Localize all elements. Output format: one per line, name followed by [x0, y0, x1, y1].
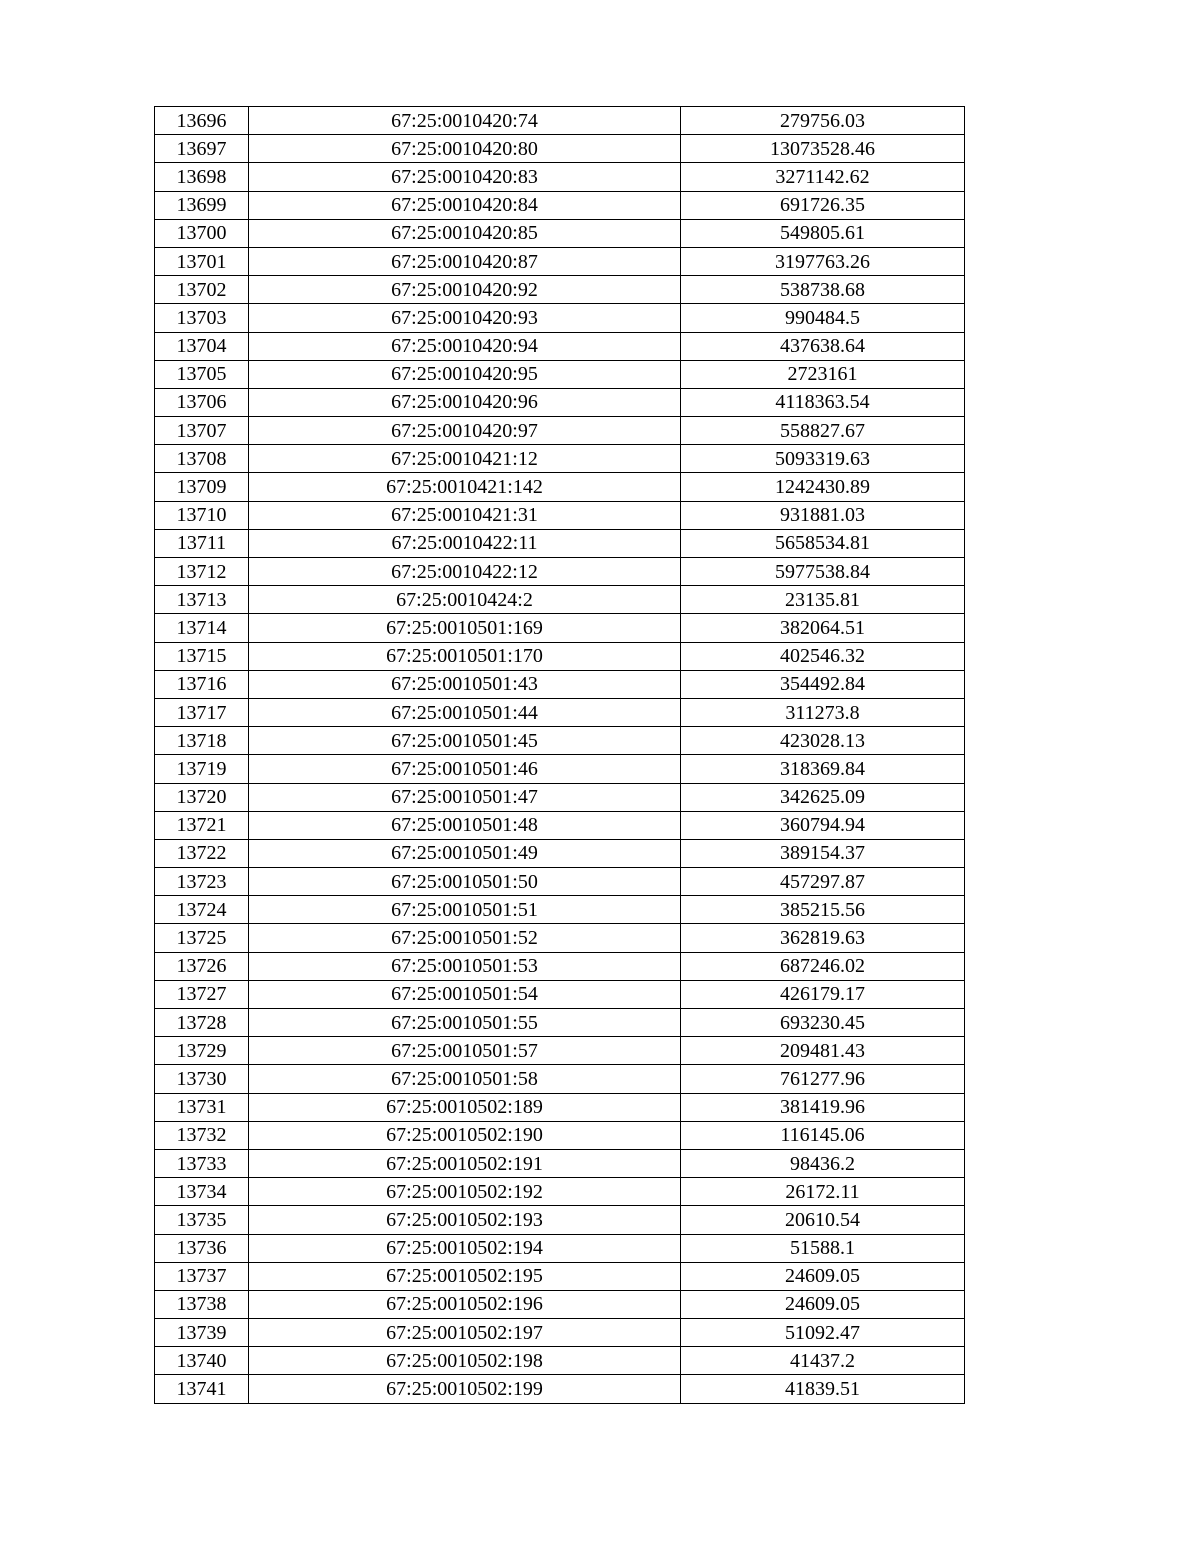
table-row — [155, 1262, 965, 1290]
cadastral-value-cell: 381419.96 — [681, 1093, 965, 1121]
cadastral-value-cell: 437638.64 — [681, 332, 965, 360]
cadastral-value-cell: 311273.8 — [681, 698, 965, 726]
cadastral-value-cell: 318369.84 — [681, 755, 965, 783]
table-row — [155, 163, 965, 191]
cadastral-value-table — [154, 106, 965, 1404]
cadastral-number-cell: 67:25:0010502:197 — [249, 1319, 681, 1347]
table-row — [155, 107, 965, 135]
row-number-cell: 13720 — [155, 783, 249, 811]
cadastral-value-cell: 24609.05 — [681, 1262, 965, 1290]
row-number-cell: 13737 — [155, 1262, 249, 1290]
cadastral-number-cell: 67:25:0010501:58 — [249, 1065, 681, 1093]
table-row — [155, 219, 965, 247]
table-row — [155, 783, 965, 811]
table-row — [155, 1121, 965, 1149]
cadastral-number-cell: 67:25:0010501:169 — [249, 614, 681, 642]
table-row — [155, 952, 965, 980]
row-number-cell: 13713 — [155, 586, 249, 614]
table-row — [155, 1290, 965, 1318]
cadastral-number-cell: 67:25:0010420:96 — [249, 388, 681, 416]
row-number-cell: 13709 — [155, 473, 249, 501]
cadastral-number-cell: 67:25:0010420:87 — [249, 247, 681, 275]
cadastral-number-cell: 67:25:0010422:11 — [249, 529, 681, 557]
row-number-cell: 13708 — [155, 445, 249, 473]
table-row — [155, 1347, 965, 1375]
row-number-cell: 13706 — [155, 388, 249, 416]
cadastral-number-cell: 67:25:0010502:191 — [249, 1149, 681, 1177]
cadastral-number-cell: 67:25:0010420:95 — [249, 360, 681, 388]
row-number-cell: 13715 — [155, 642, 249, 670]
row-number-cell: 13725 — [155, 924, 249, 952]
cadastral-value-cell: 5977538.84 — [681, 558, 965, 586]
table-row — [155, 1037, 965, 1065]
cadastral-value-cell: 457297.87 — [681, 868, 965, 896]
cadastral-value-cell: 209481.43 — [681, 1037, 965, 1065]
table-row — [155, 388, 965, 416]
cadastral-number-cell: 67:25:0010501:55 — [249, 1009, 681, 1037]
cadastral-value-cell: 98436.2 — [681, 1149, 965, 1177]
cadastral-number-cell: 67:25:0010501:57 — [249, 1037, 681, 1065]
cadastral-value-cell: 5093319.63 — [681, 445, 965, 473]
cadastral-value-cell: 423028.13 — [681, 727, 965, 755]
row-number-cell: 13704 — [155, 332, 249, 360]
cadastral-number-cell: 67:25:0010502:198 — [249, 1347, 681, 1375]
row-number-cell: 13703 — [155, 304, 249, 332]
cadastral-number-cell: 67:25:0010420:80 — [249, 135, 681, 163]
cadastral-value-cell: 693230.45 — [681, 1009, 965, 1037]
cadastral-number-cell: 67:25:0010420:93 — [249, 304, 681, 332]
row-number-cell: 13705 — [155, 360, 249, 388]
row-number-cell: 13707 — [155, 417, 249, 445]
cadastral-value-cell: 20610.54 — [681, 1206, 965, 1234]
table-row — [155, 1234, 965, 1262]
table-row — [155, 304, 965, 332]
table-body — [155, 107, 965, 1404]
cadastral-value-cell: 389154.37 — [681, 839, 965, 867]
cadastral-number-cell: 67:25:0010501:170 — [249, 642, 681, 670]
cadastral-number-cell: 67:25:0010420:94 — [249, 332, 681, 360]
row-number-cell: 13721 — [155, 811, 249, 839]
row-number-cell: 13697 — [155, 135, 249, 163]
cadastral-number-cell: 67:25:0010501:54 — [249, 980, 681, 1008]
table-row — [155, 839, 965, 867]
row-number-cell: 13727 — [155, 980, 249, 1008]
cadastral-value-cell: 931881.03 — [681, 501, 965, 529]
table-row — [155, 868, 965, 896]
cadastral-value-cell: 362819.63 — [681, 924, 965, 952]
cadastral-value-cell: 2723161 — [681, 360, 965, 388]
cadastral-value-cell: 342625.09 — [681, 783, 965, 811]
row-number-cell: 13724 — [155, 896, 249, 924]
table-row — [155, 980, 965, 1008]
table-row — [155, 332, 965, 360]
cadastral-number-cell: 67:25:0010421:12 — [249, 445, 681, 473]
row-number-cell: 13701 — [155, 247, 249, 275]
cadastral-number-cell: 67:25:0010501:45 — [249, 727, 681, 755]
row-number-cell: 13716 — [155, 670, 249, 698]
cadastral-number-cell: 67:25:0010502:199 — [249, 1375, 681, 1403]
row-number-cell: 13699 — [155, 191, 249, 219]
row-number-cell: 13696 — [155, 107, 249, 135]
cadastral-number-cell: 67:25:0010502:189 — [249, 1093, 681, 1121]
row-number-cell: 13729 — [155, 1037, 249, 1065]
table-row — [155, 473, 965, 501]
cadastral-number-cell: 67:25:0010422:12 — [249, 558, 681, 586]
cadastral-value-cell: 761277.96 — [681, 1065, 965, 1093]
cadastral-value-cell: 549805.61 — [681, 219, 965, 247]
table-row — [155, 614, 965, 642]
row-number-cell: 13728 — [155, 1009, 249, 1037]
cadastral-value-cell: 687246.02 — [681, 952, 965, 980]
cadastral-value-cell: 382064.51 — [681, 614, 965, 642]
table-row — [155, 670, 965, 698]
cadastral-number-cell: 67:25:0010502:196 — [249, 1290, 681, 1318]
table-row — [155, 501, 965, 529]
cadastral-value-cell: 360794.94 — [681, 811, 965, 839]
table-row — [155, 698, 965, 726]
cadastral-value-cell: 26172.11 — [681, 1178, 965, 1206]
cadastral-number-cell: 67:25:0010424:2 — [249, 586, 681, 614]
table-row — [155, 445, 965, 473]
cadastral-value-cell: 385215.56 — [681, 896, 965, 924]
table-row — [155, 360, 965, 388]
table-row — [155, 1093, 965, 1121]
cadastral-number-cell: 67:25:0010420:84 — [249, 191, 681, 219]
table-row — [155, 642, 965, 670]
cadastral-value-cell: 4118363.54 — [681, 388, 965, 416]
cadastral-number-cell: 67:25:0010421:31 — [249, 501, 681, 529]
cadastral-number-cell: 67:25:0010501:43 — [249, 670, 681, 698]
table-row — [155, 811, 965, 839]
cadastral-number-cell: 67:25:0010501:52 — [249, 924, 681, 952]
row-number-cell: 13712 — [155, 558, 249, 586]
table-row — [155, 276, 965, 304]
cadastral-value-cell: 426179.17 — [681, 980, 965, 1008]
row-number-cell: 13732 — [155, 1121, 249, 1149]
cadastral-value-cell: 3197763.26 — [681, 247, 965, 275]
row-number-cell: 13733 — [155, 1149, 249, 1177]
table-row — [155, 727, 965, 755]
table-row — [155, 896, 965, 924]
row-number-cell: 13717 — [155, 698, 249, 726]
cadastral-number-cell: 67:25:0010420:85 — [249, 219, 681, 247]
row-number-cell: 13731 — [155, 1093, 249, 1121]
cadastral-number-cell: 67:25:0010501:46 — [249, 755, 681, 783]
row-number-cell: 13738 — [155, 1290, 249, 1318]
cadastral-number-cell: 67:25:0010502:194 — [249, 1234, 681, 1262]
table-row — [155, 417, 965, 445]
row-number-cell: 13739 — [155, 1319, 249, 1347]
cadastral-value-cell: 538738.68 — [681, 276, 965, 304]
table-row — [155, 924, 965, 952]
cadastral-number-cell: 67:25:0010502:193 — [249, 1206, 681, 1234]
cadastral-value-cell: 41437.2 — [681, 1347, 965, 1375]
table-row — [155, 191, 965, 219]
cadastral-number-cell: 67:25:0010420:92 — [249, 276, 681, 304]
row-number-cell: 13718 — [155, 727, 249, 755]
table-row — [155, 1206, 965, 1234]
cadastral-value-cell: 116145.06 — [681, 1121, 965, 1149]
cadastral-number-cell: 67:25:0010501:49 — [249, 839, 681, 867]
cadastral-value-cell: 402546.32 — [681, 642, 965, 670]
cadastral-number-cell: 67:25:0010501:53 — [249, 952, 681, 980]
table-row — [155, 247, 965, 275]
row-number-cell: 13719 — [155, 755, 249, 783]
cadastral-value-cell: 558827.67 — [681, 417, 965, 445]
cadastral-value-cell: 24609.05 — [681, 1290, 965, 1318]
cadastral-number-cell: 67:25:0010502:192 — [249, 1178, 681, 1206]
row-number-cell: 13702 — [155, 276, 249, 304]
cadastral-value-cell: 990484.5 — [681, 304, 965, 332]
row-number-cell: 13722 — [155, 839, 249, 867]
row-number-cell: 13700 — [155, 219, 249, 247]
table-row — [155, 586, 965, 614]
row-number-cell: 13740 — [155, 1347, 249, 1375]
table-row — [155, 1375, 965, 1403]
row-number-cell: 13730 — [155, 1065, 249, 1093]
row-number-cell: 13741 — [155, 1375, 249, 1403]
table-row — [155, 1009, 965, 1037]
row-number-cell: 13726 — [155, 952, 249, 980]
table-row — [155, 1149, 965, 1177]
cadastral-value-cell: 5658534.81 — [681, 529, 965, 557]
table-row — [155, 1319, 965, 1347]
cadastral-number-cell: 67:25:0010501:47 — [249, 783, 681, 811]
cadastral-value-cell: 691726.35 — [681, 191, 965, 219]
cadastral-value-cell: 51588.1 — [681, 1234, 965, 1262]
cadastral-number-cell: 67:25:0010420:83 — [249, 163, 681, 191]
table-row — [155, 135, 965, 163]
cadastral-value-cell: 1242430.89 — [681, 473, 965, 501]
cadastral-value-cell: 279756.03 — [681, 107, 965, 135]
row-number-cell: 13736 — [155, 1234, 249, 1262]
row-number-cell: 13735 — [155, 1206, 249, 1234]
cadastral-number-cell: 67:25:0010421:142 — [249, 473, 681, 501]
table-row — [155, 755, 965, 783]
cadastral-number-cell: 67:25:0010501:48 — [249, 811, 681, 839]
cadastral-value-cell: 3271142.62 — [681, 163, 965, 191]
cadastral-number-cell: 67:25:0010502:190 — [249, 1121, 681, 1149]
cadastral-number-cell: 67:25:0010501:44 — [249, 698, 681, 726]
table-row — [155, 1178, 965, 1206]
cadastral-value-cell: 51092.47 — [681, 1319, 965, 1347]
row-number-cell: 13710 — [155, 501, 249, 529]
cadastral-number-cell: 67:25:0010420:97 — [249, 417, 681, 445]
table-row — [155, 529, 965, 557]
row-number-cell: 13714 — [155, 614, 249, 642]
cadastral-number-cell: 67:25:0010420:74 — [249, 107, 681, 135]
cadastral-number-cell: 67:25:0010501:50 — [249, 868, 681, 896]
cadastral-value-cell: 13073528.46 — [681, 135, 965, 163]
cadastral-value-cell: 23135.81 — [681, 586, 965, 614]
row-number-cell: 13723 — [155, 868, 249, 896]
table-row — [155, 1065, 965, 1093]
cadastral-value-cell: 354492.84 — [681, 670, 965, 698]
cadastral-number-cell: 67:25:0010501:51 — [249, 896, 681, 924]
cadastral-value-cell: 41839.51 — [681, 1375, 965, 1403]
row-number-cell: 13698 — [155, 163, 249, 191]
row-number-cell: 13734 — [155, 1178, 249, 1206]
cadastral-number-cell: 67:25:0010502:195 — [249, 1262, 681, 1290]
row-number-cell: 13711 — [155, 529, 249, 557]
table-row — [155, 558, 965, 586]
